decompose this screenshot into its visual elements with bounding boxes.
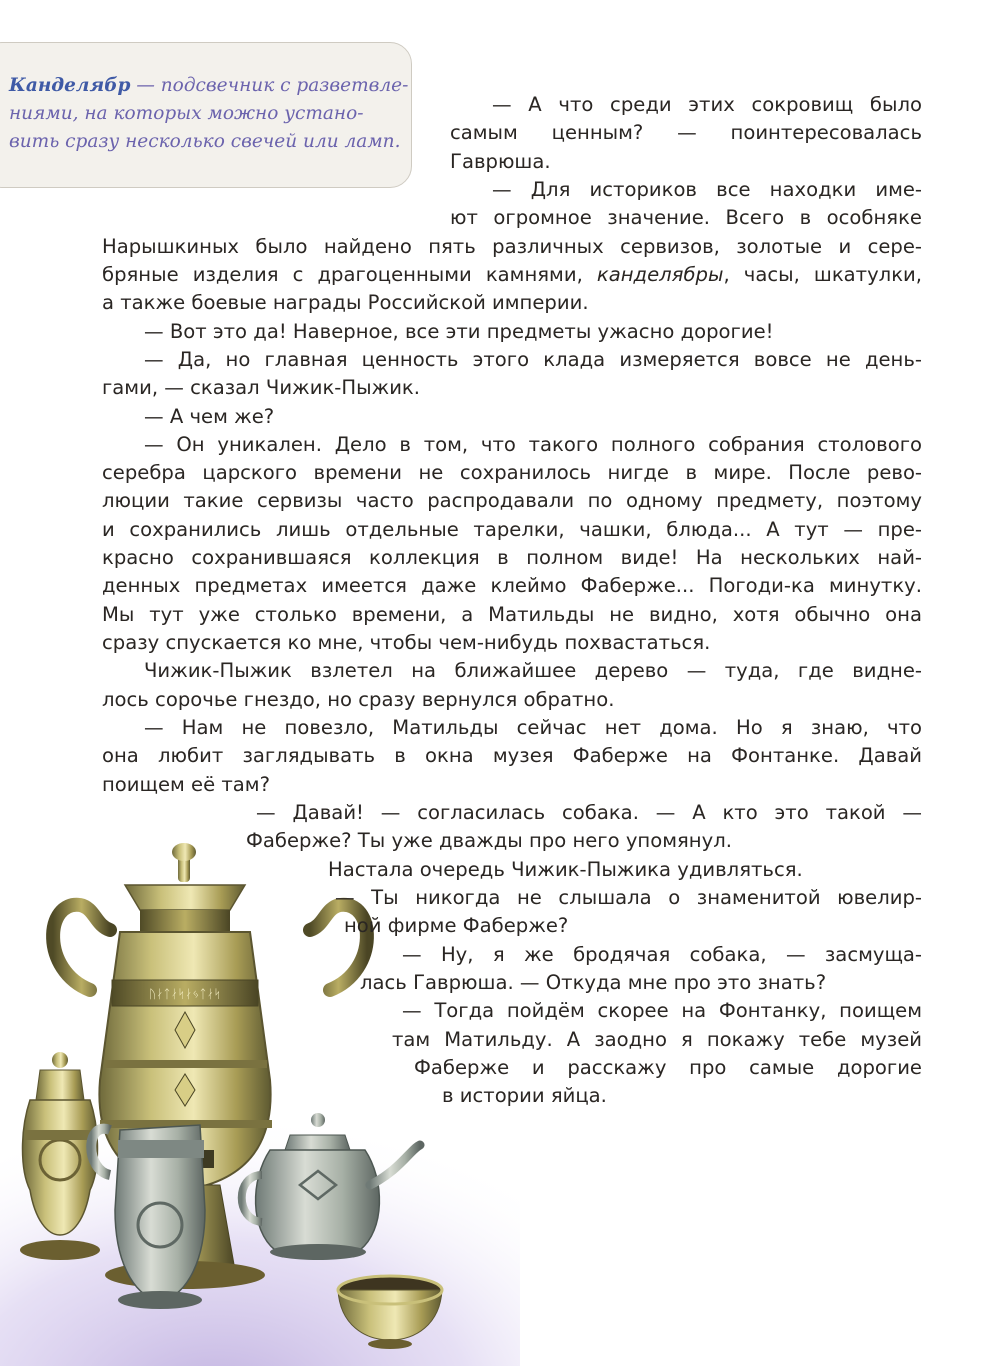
text-line: там Матильду. А заодно я покажу тебе музей xyxy=(392,1028,922,1051)
text-line: ной фирме Фаберже? xyxy=(344,914,569,937)
text-line: — А чем же? xyxy=(144,405,275,428)
text-line: — Да, но главная ценность этого клада измеряется вовсе не день- xyxy=(144,348,922,371)
italic-term: канделябры xyxy=(596,263,724,286)
text-line: — Он уникален. Дело в том, что такого полного собрания столового xyxy=(144,433,922,456)
text-line: красно сохранившаяся коллекция в полном виде! На нескольких най- xyxy=(102,546,922,569)
text-line: ют огромное значение. Всего в особняке xyxy=(450,206,922,229)
text-line: Настала очередь Чижик-Пыжика удивляться. xyxy=(328,858,803,881)
text-line: Чижик-Пыжик взлетел на ближайшее дерево — туда, где видне- xyxy=(144,659,922,682)
text-line: Фаберже? Ты уже дважды про него упомянул. xyxy=(246,829,732,852)
text-line: — Ну, я же бродячая собака, — засмуща- xyxy=(402,943,922,966)
text-line: — Вот это да! Наверное, все эти предметы ужасно дорогие! xyxy=(144,320,774,343)
text-line: самым ценным? — поинтересовалась xyxy=(450,121,922,144)
text-line: а также боевые награды Российской империи. xyxy=(102,291,589,314)
text-line: лось сорочье гнездо, но сразу вернулся обратно. xyxy=(102,688,615,711)
text-line: сразу спускается ко мне, чтобы чем-нибудь похвастаться. xyxy=(102,631,711,654)
text-line: бряные изделия с драгоценными камнями, канделябры, часы, шкатулки, xyxy=(102,263,923,286)
text-line: она любит заглядывать в окна музея Фаберже на Фонтанке. Давай xyxy=(102,744,922,767)
text-line: денных предметах имеется даже клеймо Фаберже... Погоди-ка минутку. xyxy=(102,574,922,597)
text-line: лась Гаврюша. — Откуда мне про это знать? xyxy=(360,971,827,994)
text-line: — Ты никогда не слышала о знаменитой ювелир- xyxy=(335,886,922,909)
text-line: — А что среди этих сокровищ было xyxy=(492,93,922,116)
text-line: — Тогда пойдём скорее на Фонтанку, поищем xyxy=(402,999,922,1022)
glossary-term: Канделябр xyxy=(9,75,131,96)
text-line: в истории яйца. xyxy=(442,1084,607,1107)
text-line: Гаврюша. xyxy=(450,150,551,173)
text-line: и сохранились лишь отдельные тарелки, чашки, блюда... А тут — пре- xyxy=(102,518,922,541)
text-line: Фаберже и расскажу про самые дорогие xyxy=(414,1056,922,1079)
text-line: гами, — сказал Чижик-Пыжик. xyxy=(102,376,420,399)
svg-text:ᚢᛅᛏᛅᛋᛅᛃᛏᛅᛋ: ᚢᛅᛏᛅᛋᛅᛃᛏᛅᛋ xyxy=(148,987,222,1001)
glossary-text xyxy=(9,72,409,156)
text-line: поищем её там? xyxy=(102,773,270,796)
text-line: серебра царского времени не сохранилось нигде в мире. После рево- xyxy=(102,461,922,484)
glossary-line: Канделябр — подсвечник с разветвле- xyxy=(9,75,409,96)
text-line: Нарышкиных было найдено пять различных сервизов, золотые и сере- xyxy=(102,235,922,258)
text-line: — Давай! — согласилась собака. — А кто это такой — xyxy=(256,801,922,824)
text-line: — Нам не повезло, Матильды сейчас нет дома. Но я знаю, что xyxy=(144,716,922,739)
glossary-line: ниями, на которых можно устано- xyxy=(9,103,364,124)
text-line: Мы тут уже столько времени, а Матильды не видно, хотя обычно она xyxy=(102,603,922,626)
text-line: — Для историков все находки име- xyxy=(492,178,922,201)
text-line: люции такие сервизы часто распродавали по одному предмету, поэтому xyxy=(102,489,922,512)
glossary-line: вить сразу несколько свечей или ламп. xyxy=(9,131,401,152)
